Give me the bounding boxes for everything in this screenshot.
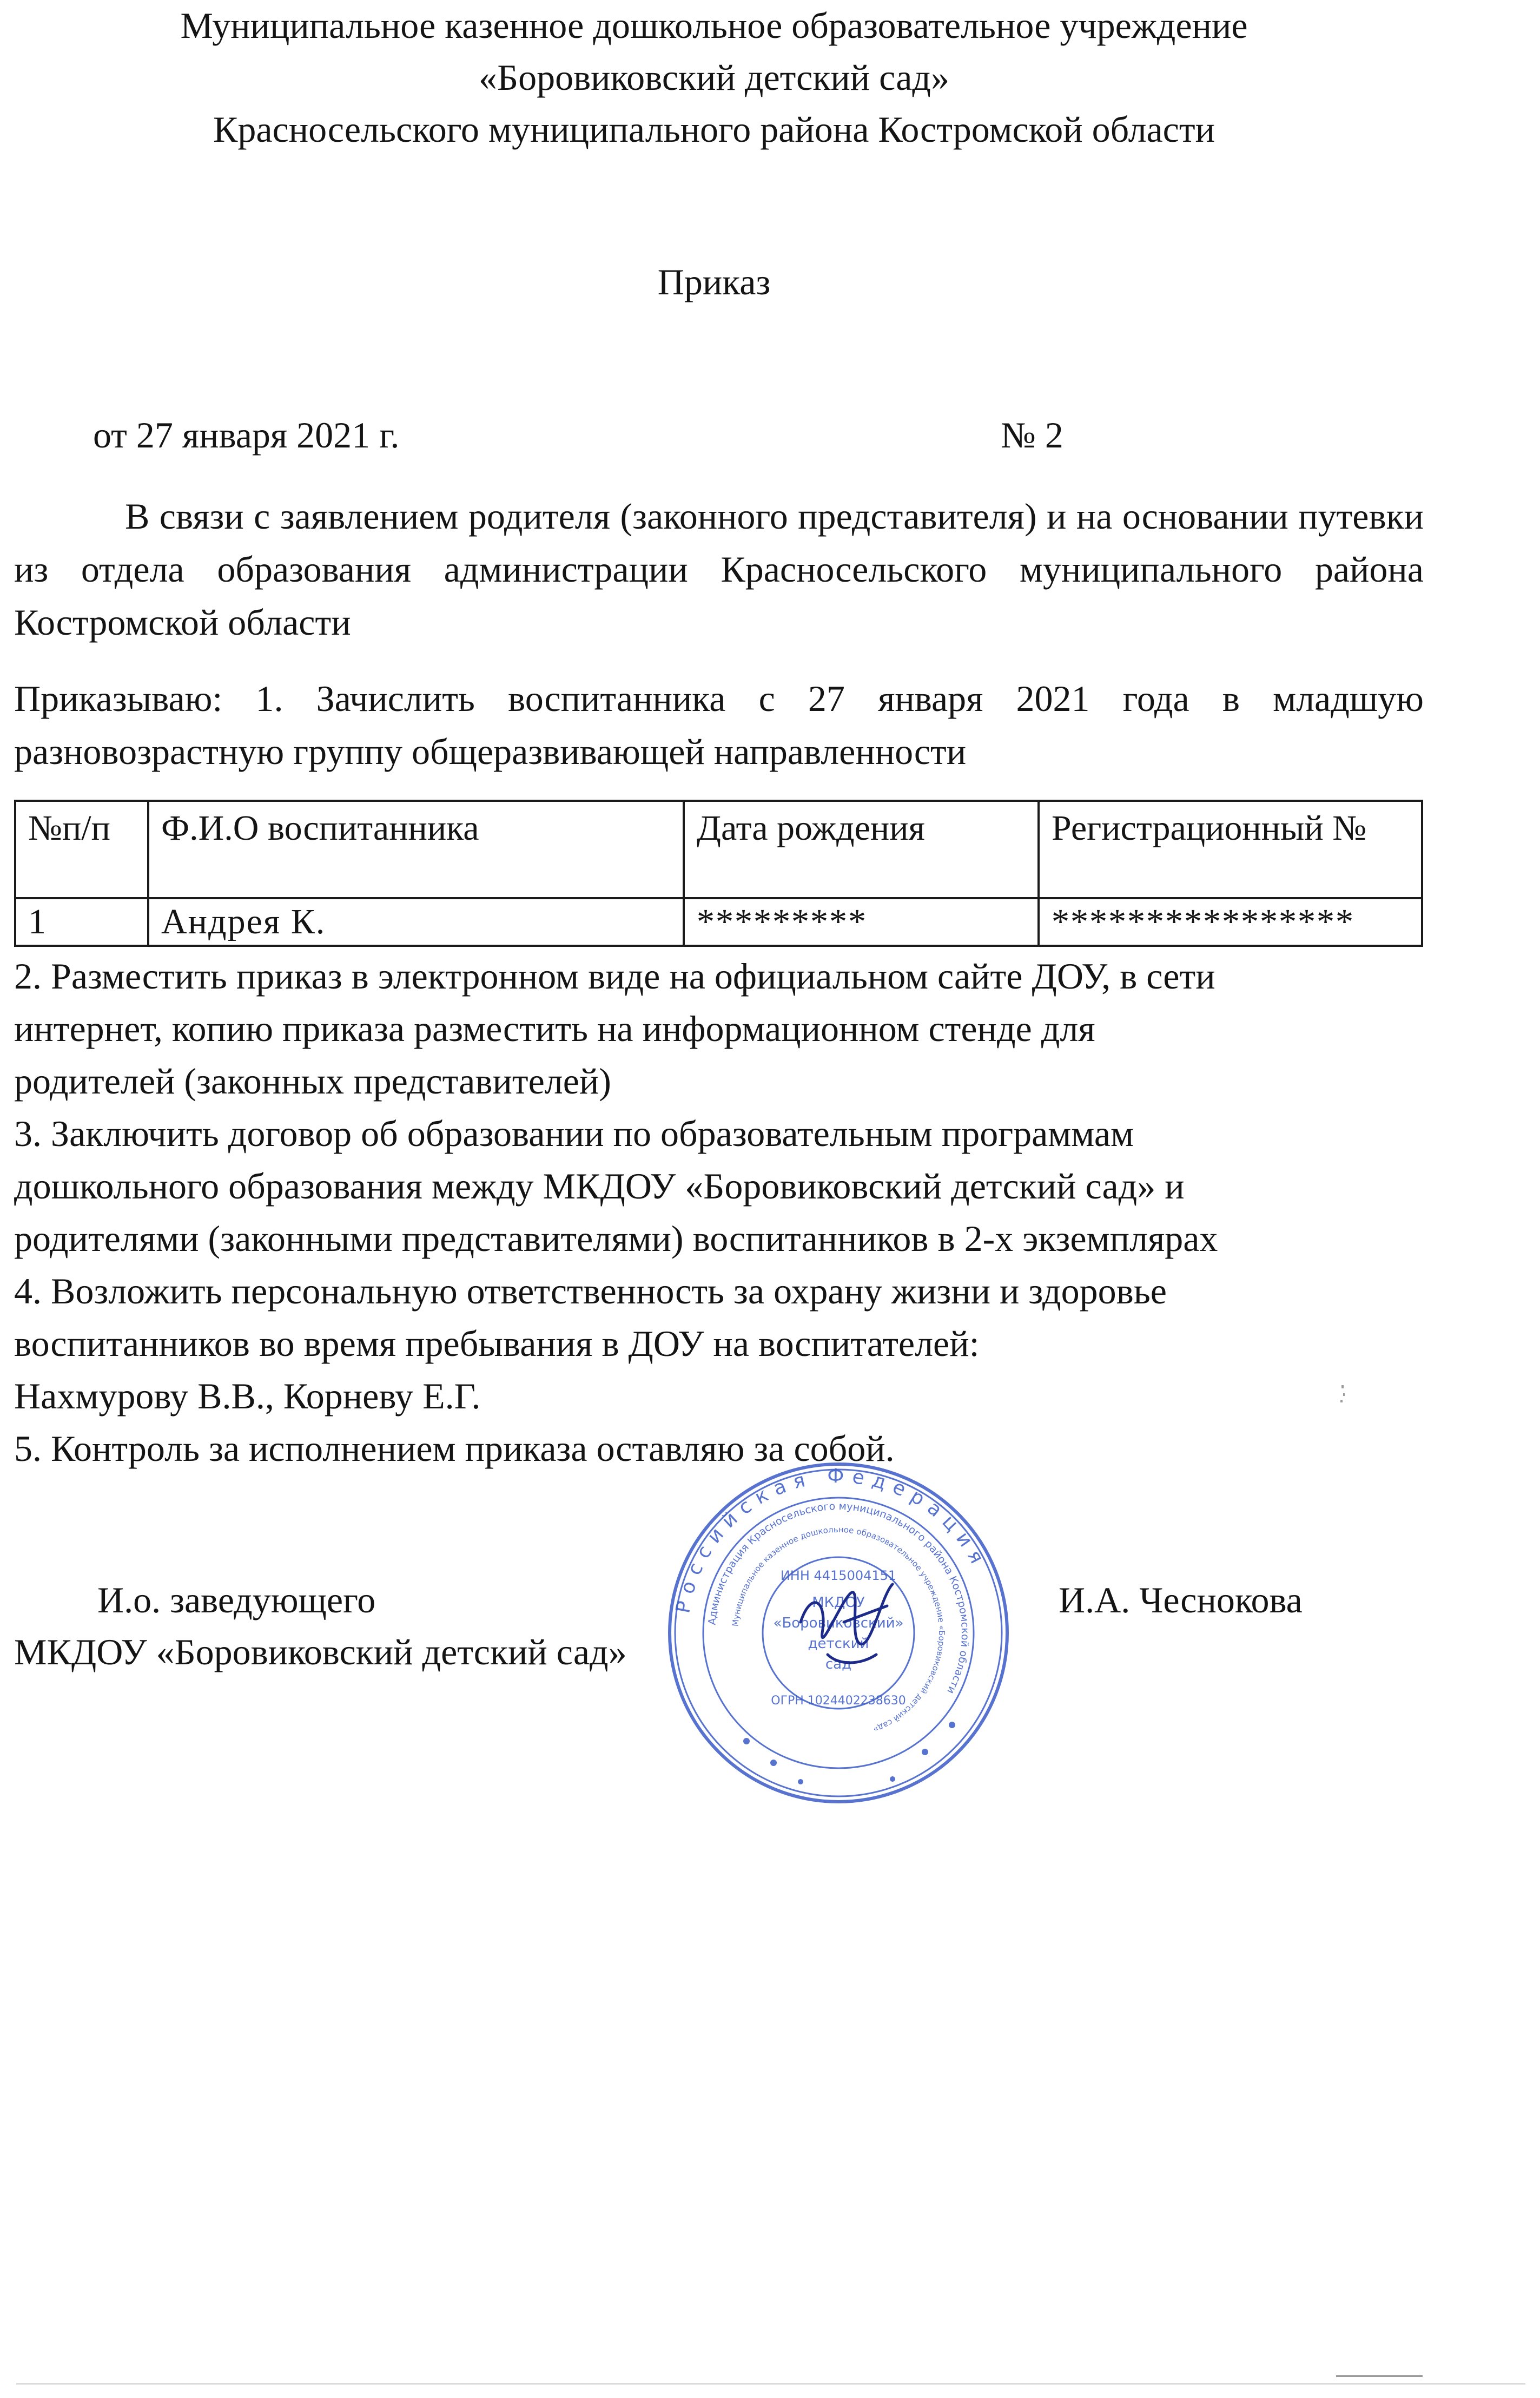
cell-number: 1 — [15, 898, 148, 946]
order-item-4-line-3: Нахмурову В.В., Корневу Е.Г. — [14, 1375, 481, 1417]
order-item-3-line-3: родителями (законными представителями) воспитанников в 2-х экземплярах — [14, 1218, 1218, 1259]
official-seal-stamp — [665, 1460, 1012, 1806]
order-item-4-line-2: воспитанников во время пребывания в ДОУ на воспитателей: — [14, 1323, 980, 1364]
document-title: Приказ — [657, 261, 771, 302]
seal-ogrn-text: ОГРН 1024402238630 — [771, 1694, 906, 1708]
order-item-2-line-2: интернет, копию приказа разместить на информационном стенде для — [14, 1008, 1095, 1049]
org-name-line-3: Красносельского муниципального района Костромской области — [213, 109, 1215, 150]
seal-inn-text: ИНН 4415004151 — [780, 1568, 897, 1583]
order-item-1: Приказываю: 1. Зачислить воспитанника с 27 января 2021 года в младшую разновозрастную группу общеразвивающей направленности — [14, 678, 1424, 772]
column-header-registration-number: Регистрационный № — [1039, 801, 1422, 898]
table-header-row — [15, 801, 1422, 898]
seal-outer-text: Российская Федерация — [672, 1465, 992, 1615]
order-item-2-line-1: 2. Разместить приказ в электронном виде на официальном сайте ДОУ, в сети — [14, 956, 1215, 997]
seal-inner-text: Муниципальное казенное дошкольное образовательное учреждение «Боровиковский детский сад» — [730, 1524, 947, 1735]
cell-birth-date: ********* — [684, 898, 1039, 946]
seal-middle-text: Администрация Красносельского муниципального района Костромской области — [706, 1500, 971, 1696]
signatory-name: И.А. Чеснокова — [1059, 1579, 1303, 1620]
org-name-line-1: Муниципальное казенное дошкольное образовательное учреждение — [180, 5, 1248, 46]
column-header-name: Ф.И.О воспитанника — [148, 801, 684, 898]
order-item-3-line-1: 3. Заключить договор об образовании по образовательным программам — [14, 1113, 1134, 1154]
order-item-4-line-1: 4. Возложить персональную ответственность за охрану жизни и здоровье — [14, 1270, 1167, 1312]
order-items-list — [14, 950, 1424, 1475]
signatory-organization: МКДОУ «Боровиковский детский сад» — [14, 1631, 627, 1672]
enrollment-table — [14, 800, 1423, 947]
preamble-paragraph: В связи с заявлением родителя (законного представителя) и на основании путевки из отдела образования администрации Красносельского муниципального района Костромской области — [14, 496, 1424, 643]
seal-center-line-2: «Боровиковский» — [773, 1615, 904, 1631]
column-header-birth-date: Дата рождения — [684, 801, 1039, 898]
seal-center-line-1: МКДОУ — [812, 1595, 865, 1611]
column-header-number: №п/п — [15, 801, 148, 898]
cell-registration-number: **************** — [1039, 898, 1422, 946]
cell-name: Андрея К. — [148, 898, 684, 946]
seal-middle-ring — [703, 1498, 974, 1768]
order-item-2-line-3: родителей (законных представителей) — [14, 1060, 611, 1102]
seal-center-line-4: сад — [825, 1656, 852, 1672]
signatory-position: И.о. заведующего — [97, 1579, 376, 1620]
org-name-line-2: «Боровиковский детский сад» — [479, 57, 949, 98]
order-number: № 2 — [1001, 414, 1063, 456]
seal-center-line-3: детский — [808, 1636, 869, 1652]
order-date: от 27 января 2021 г. — [93, 414, 400, 456]
table-row — [15, 898, 1422, 946]
order-item-5: 5. Контроль за исполнением приказа оставляю за собой. — [14, 1428, 895, 1469]
order-item-3-line-2: дошкольного образования между МКДОУ «Боровиковский детский сад» и — [14, 1165, 1185, 1207]
